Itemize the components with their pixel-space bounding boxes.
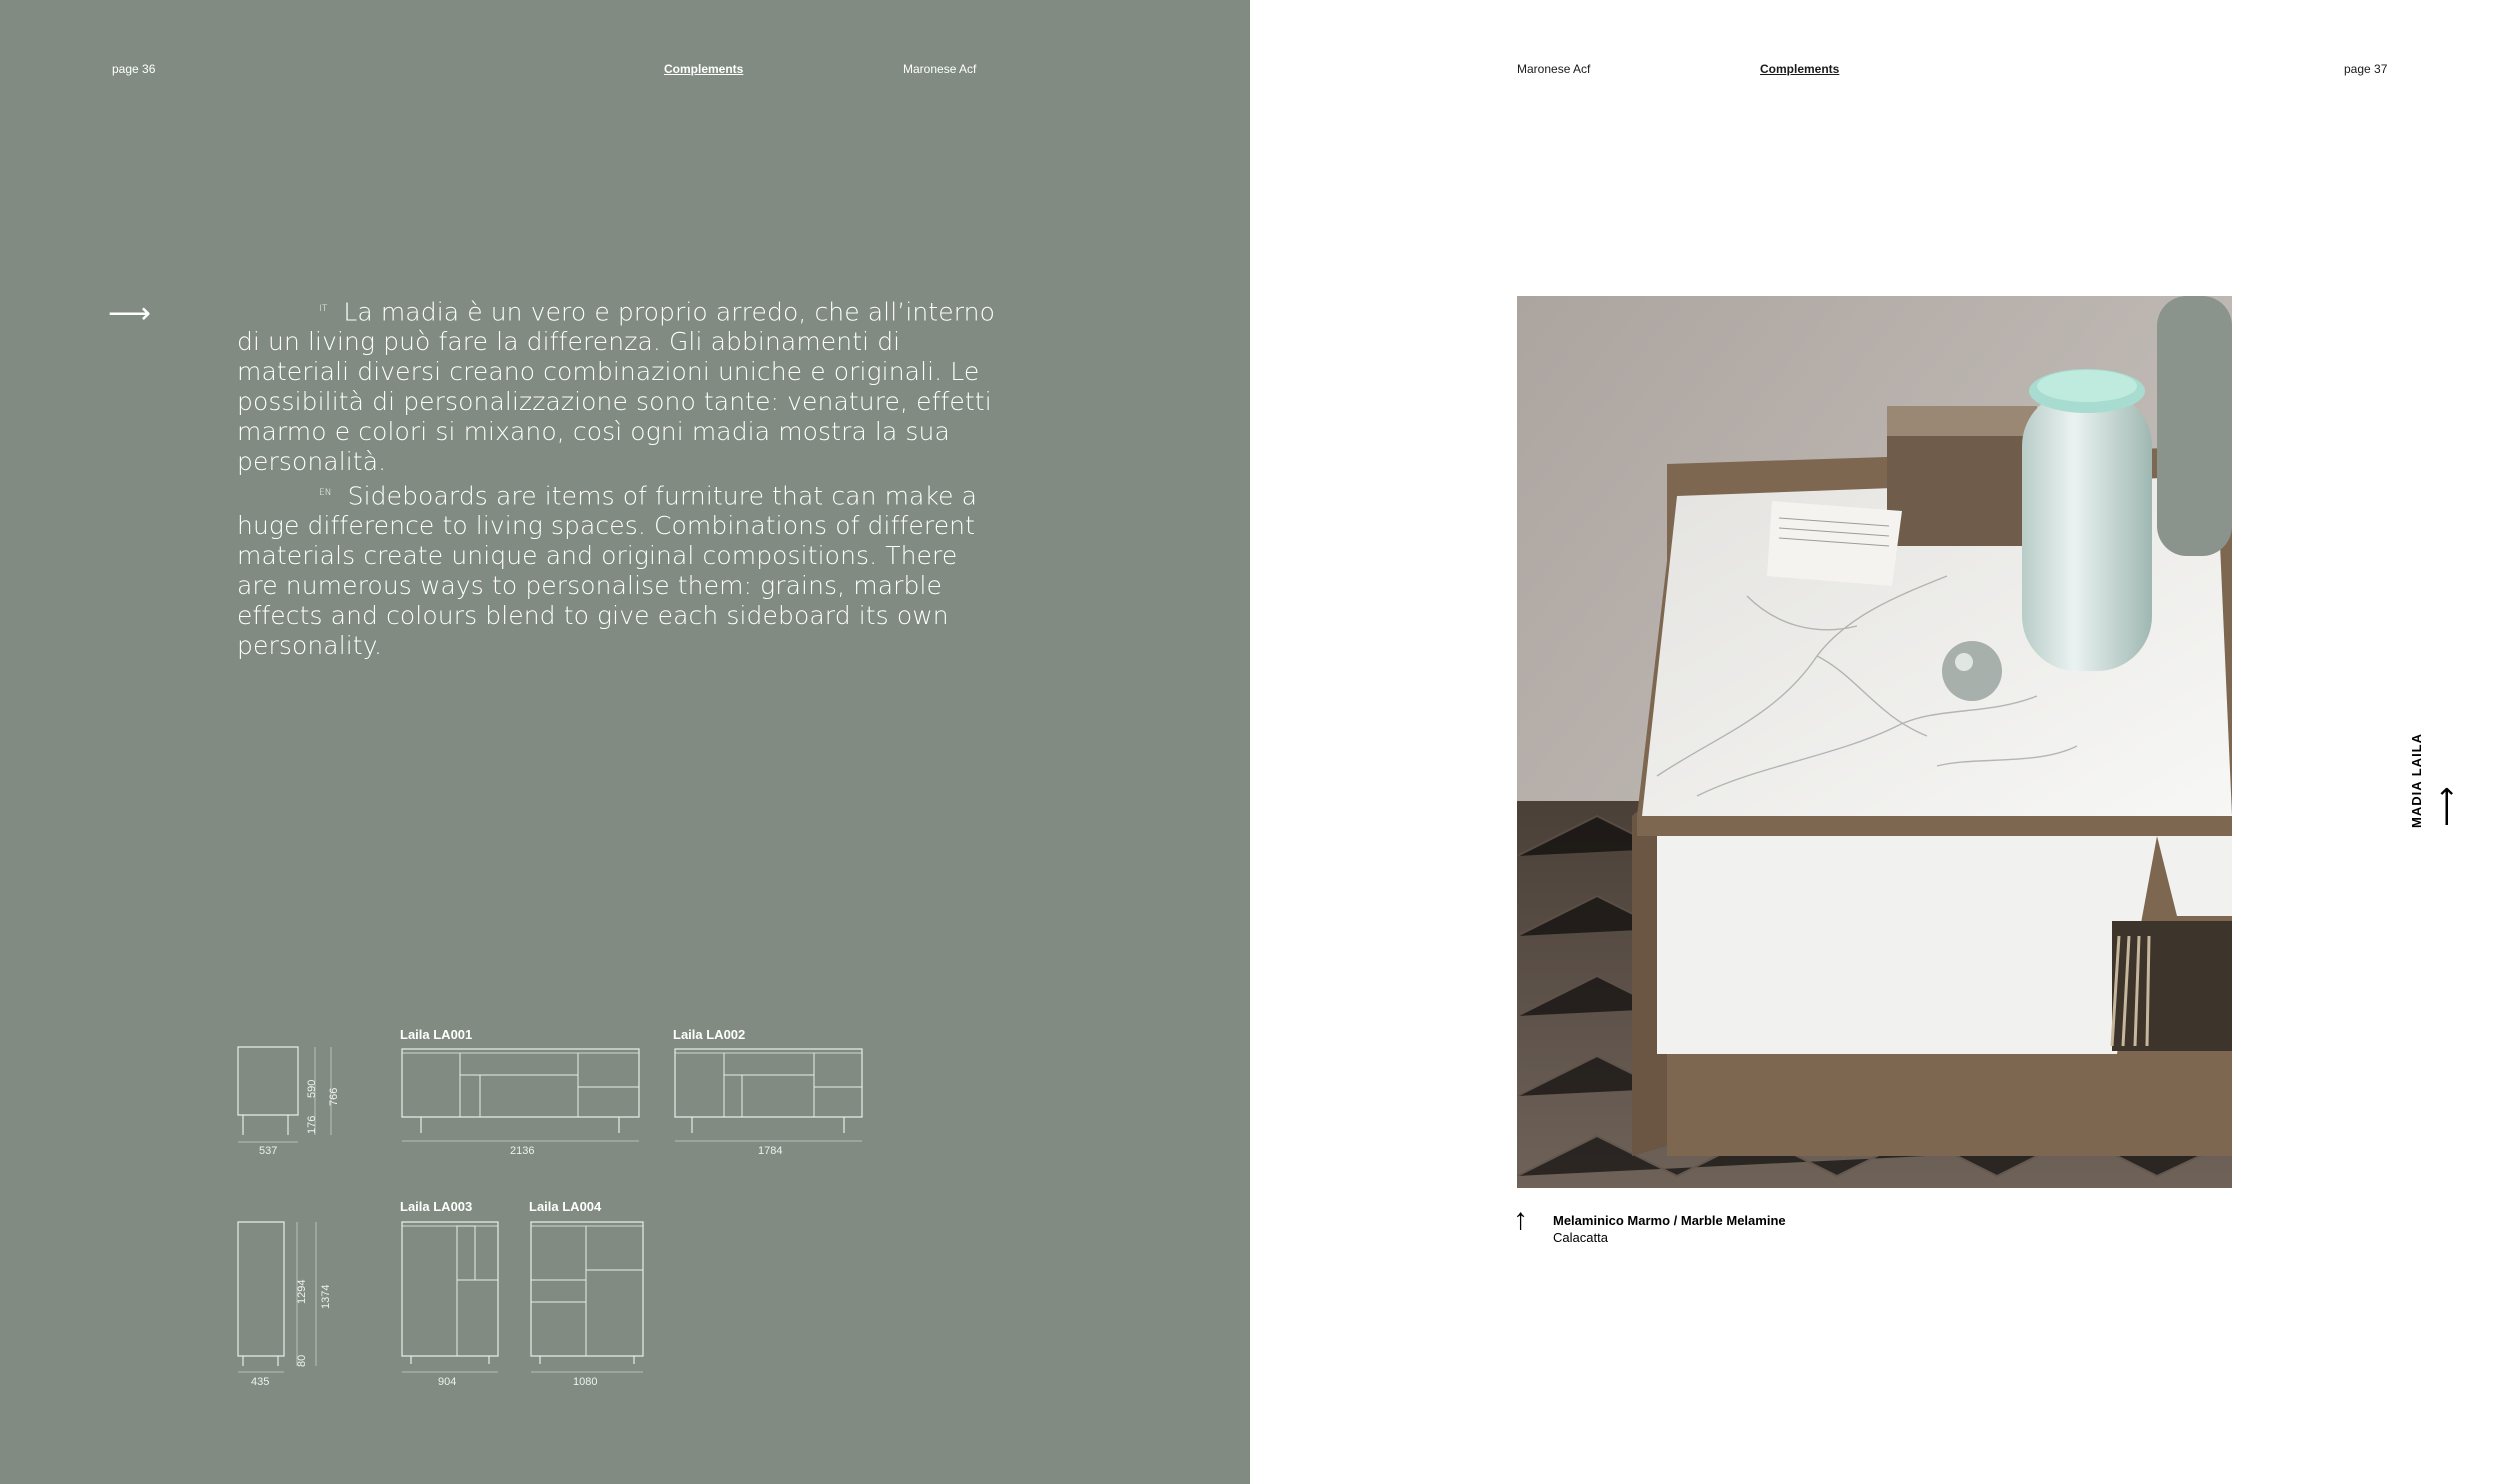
right-arrow-icon: ⟶ — [108, 297, 152, 330]
page-number-left: page 36 — [112, 62, 156, 76]
language-tag-en: EN — [319, 488, 332, 498]
width-la004: 1080 — [573, 1376, 598, 1388]
side-up-arrow-icon: ⟶ — [2430, 786, 2462, 827]
width-la003: 904 — [438, 1376, 457, 1388]
italian-body: La madia è un vero e proprio arredo, che all’interno di un living può fare la differenza. Gli abbinamenti di materiali diversi creano combinazioni uniche e originali. Le possibilità di personalizzazione sono tante: venature, effetti marmo e colori si mixano, così ogni madia mostra la sua personalità. — [237, 297, 995, 477]
front-view-la001 — [401, 1047, 641, 1143]
dimension-side-leg-row2: 80 — [296, 1354, 308, 1367]
dimension-side-height-body-row1: 590 — [306, 1079, 318, 1098]
label-la004: Laila LA004 — [529, 1199, 602, 1214]
up-arrow-icon: ↑ — [1513, 1203, 1528, 1236]
dimension-side-height-total-row2: 1374 — [320, 1284, 332, 1309]
label-la002: Laila LA002 — [673, 1027, 746, 1042]
dimension-side-height-total-row1: 766 — [328, 1087, 340, 1106]
caption-subtitle: Calacatta — [1553, 1230, 1608, 1245]
dimension-side-height-body-row2: 1294 — [296, 1279, 308, 1304]
section-title-right: Complements — [1760, 62, 1840, 76]
paragraph-english — [237, 478, 997, 661]
section-title-left: Complements — [664, 62, 744, 76]
page-number-right: page 37 — [2344, 62, 2388, 76]
label-la003: Laila LA003 — [400, 1199, 473, 1214]
front-view-la004 — [530, 1220, 646, 1376]
paragraph-italian — [237, 294, 997, 477]
language-tag-it: IT — [319, 304, 328, 314]
width-la002: 1784 — [758, 1145, 783, 1157]
front-view-la002 — [674, 1047, 864, 1143]
dimension-side-depth-row1: 537 — [259, 1145, 278, 1157]
width-la001: 2136 — [510, 1145, 535, 1157]
dimension-side-leg-row1: 176 — [306, 1115, 318, 1134]
dimension-side-depth-row2: 435 — [251, 1376, 270, 1388]
brand-right: Maronese Acf — [1517, 62, 1591, 76]
side-label-madia-laila: MADIA LAILA — [2409, 732, 2424, 828]
sideboard-marble-top-photo — [1517, 296, 2232, 1188]
caption-title: Melaminico Marmo / Marble Melamine — [1553, 1213, 1786, 1228]
brand-left: Maronese Acf — [903, 62, 977, 76]
photo-illustration — [1517, 296, 2232, 1188]
front-view-la003 — [401, 1220, 501, 1376]
label-la001: Laila LA001 — [400, 1027, 473, 1042]
english-body: Sideboards are items of furniture that can make a huge difference to living spaces. Combinations of different materials create unique and original compositions. There are numerous ways to personalise them: grains, marble effects and colours blend to give each sideboard its own personality. — [237, 481, 978, 661]
